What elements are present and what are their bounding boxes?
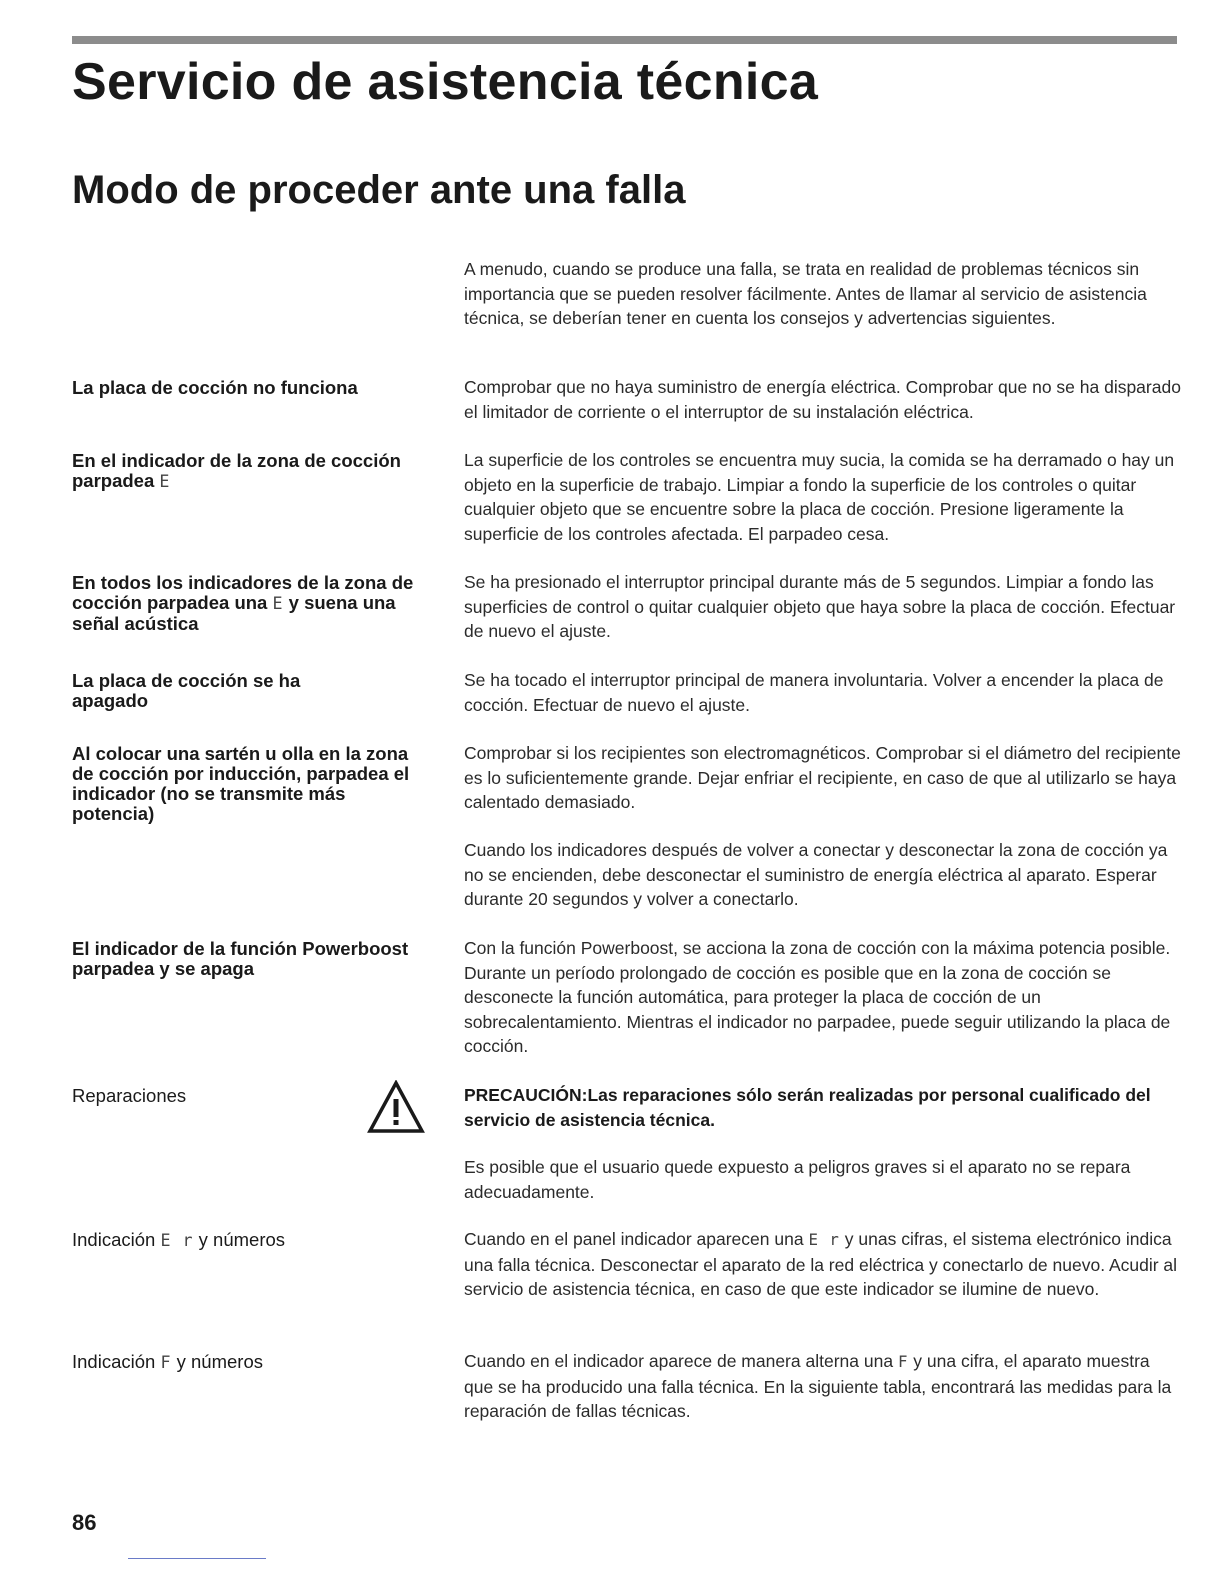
footer-link-line bbox=[128, 1558, 266, 1559]
fault-text-2: La superficie de los controles se encuentra muy sucia, la comida se ha derramado o hay un objeto en la superficie de trabajo. Limpiar a fondo la superficie de los controles o quitar cualquier objeto que se encuentre sobre la placa de cocción. Presione ligeramente la superficie de los controles afectada. El parpadeo cesa. bbox=[464, 450, 1175, 544]
fault-label-2: En el indicador de la zona de cocción parpadea E bbox=[72, 450, 401, 491]
section-title: Modo de proceder ante una falla bbox=[72, 168, 686, 212]
fault-text-5b: Cuando los indicadores después de volver a conectar y desconectar la zona de cocción ya no se encienden, debe desconectar el suministro de energía eléctrica al aparato. Esperar durante 20 segundos y volver a conectarlo. bbox=[464, 840, 1168, 909]
fault-label-3: En todos los indicadores de la zona de cocción parpadea una E y suena una señal acústica bbox=[72, 572, 414, 634]
fault-text-7: Es posible que el usuario quede expuesto a peligros graves si el aparato no se repara adecuadamente. bbox=[464, 1157, 1131, 1202]
intro-text: A menudo, cuando se produce una falla, se trata en realidad de problemas técnicos sin importancia que se pueden resolver fácilmente. Antes de llamar al servicio de asistencia técnica, se deberían tener en cuenta los consejos y advertencias siguientes. bbox=[464, 259, 1147, 328]
fault-label-7: Reparaciones bbox=[72, 1085, 187, 1106]
top-rule bbox=[72, 36, 1177, 44]
warning-triangle-icon bbox=[367, 1080, 425, 1134]
page-title: Servicio de asistencia técnica bbox=[72, 53, 819, 111]
page-number: 86 bbox=[72, 1510, 97, 1535]
fault-text-8: Cuando en el panel indicador aparecen una E r y unas cifras, el sistema electrónico indica una falla técnica. Desconectar el aparato de la red eléctrica y conectarlo de nuevo. Acudir al servicio de asistencia técnica, en caso de que este indicador se ilumine de nuevo. bbox=[464, 1229, 1178, 1299]
display-code-er: E r bbox=[160, 1231, 194, 1250]
fault-label-9: Indicación F y números bbox=[72, 1351, 263, 1372]
fault-label-6: El indicador de la función Powerboost parpadea y se apaga bbox=[72, 938, 409, 979]
fault-text-4: Se ha tocado el interruptor principal de manera involuntaria. Volver a encender la placa de cocción. Efectuar de nuevo el ajuste. bbox=[464, 670, 1164, 715]
fault-label-5: Al colocar una sartén u olla en la zona de cocción por inducción, parpadea el indicador (no se transmite más potencia) bbox=[72, 743, 410, 824]
display-code-e: E bbox=[272, 594, 284, 613]
display-code-er: E r bbox=[808, 1230, 840, 1249]
caution-text: PRECAUCIÓN:Las reparaciones sólo serán realizadas por personal cualificado del servicio de asistencia técnica. bbox=[464, 1085, 1151, 1130]
fault-label-8: Indicación E r y números bbox=[72, 1229, 286, 1250]
fault-text-3: Se ha presionado el interruptor principal durante más de 5 segundos. Limpiar a fondo las superficies de control o quitar cualquier objeto que haya sobre la placa de cocción. Efectuar de nuevo el ajuste. bbox=[464, 572, 1176, 641]
fault-label-4: La placa de cocción se ha apagado bbox=[72, 670, 301, 711]
display-code-e: E bbox=[159, 472, 171, 491]
fault-text-6: Con la función Powerboost, se acciona la zona de cocción con la máxima potencia posible. Durante un período prolongado de cocción es posible que en la zona de cocción se desconecte la función automática, para proteger la placa de cocción de un sobrecalentamiento. Mientras el indicador no parpadee, puede seguir utilizando la placa de cocción. bbox=[464, 938, 1171, 1056]
fault-text-9: Cuando en el indicador aparece de manera alterna una F y una cifra, el aparato muestra que se ha producido una falla técnica. En la siguiente tabla, encontrará las medidas para la reparación de fallas técnicas. bbox=[464, 1351, 1172, 1421]
fault-text-1: Comprobar que no haya suministro de energía eléctrica. Comprobar que no se ha disparado el limitador de corriente o el interruptor de su instalación eléctrica. bbox=[464, 377, 1181, 422]
display-code-f: F bbox=[160, 1353, 172, 1372]
display-code-f: F bbox=[897, 1352, 909, 1371]
fault-label-1: La placa de cocción no funciona bbox=[72, 377, 358, 398]
fault-text-5: Comprobar si los recipientes son electromagnéticos. Comprobar si el diámetro del recipiente es lo suficientemente grande. Dejar enfriar el recipiente, en caso de que al utilizarlo se haya calentado demasiado. bbox=[464, 743, 1181, 812]
